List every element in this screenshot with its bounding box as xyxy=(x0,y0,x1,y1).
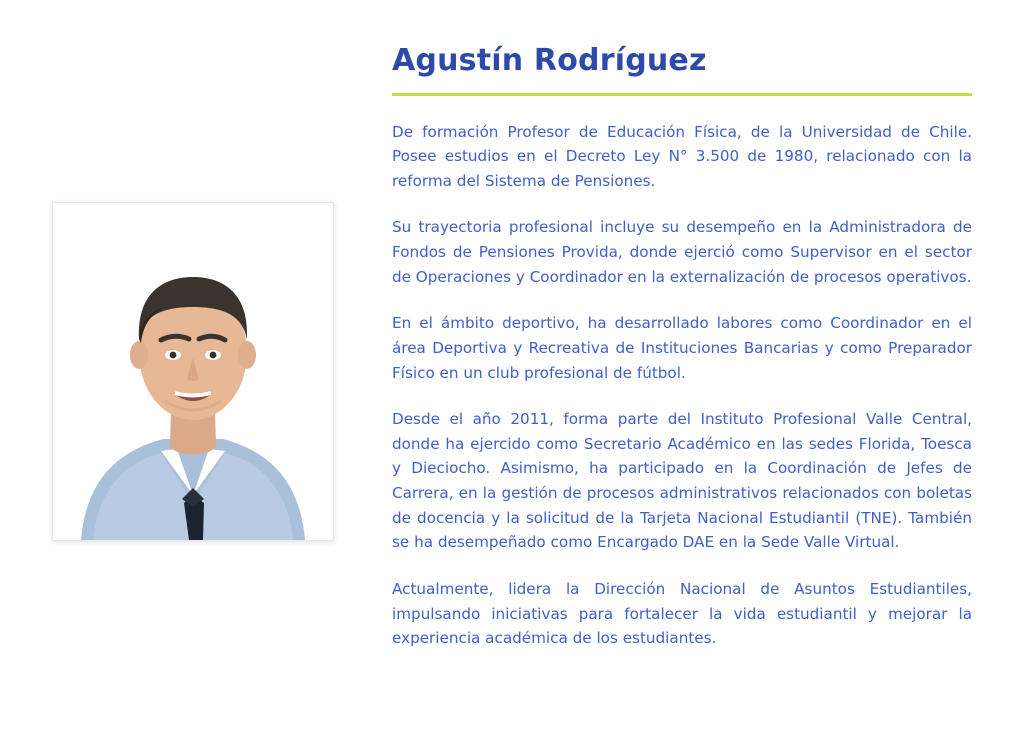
bio-paragraph-3: En el ámbito deportivo, ha desarrollado labores como Coordinador en el área Deportiva y Recreativa de Instituciones Bancarias y como Preparador Físico en un club profesional de fútbol. xyxy=(392,314,972,382)
biography-text xyxy=(392,120,972,651)
bio-paragraph-2: Su trayectoria profesional incluye su desempeño en la Administradora de Fondos de Pensiones Provida, donde ejerció como Supervisor en el sector de Operaciones y Coordinador en la externalización de procesos operativos. xyxy=(392,218,972,286)
profile-content xyxy=(392,44,972,651)
page-title: Agustín Rodríguez xyxy=(392,43,707,78)
bio-paragraph-1: De formación Profesor de Educación Física, de la Universidad de Chile. Posee estudios en el Decreto Ley N° 3.500 de 1980, relacionado con la reforma del Sistema de Pensiones. xyxy=(392,122,972,190)
title-underline-rule xyxy=(392,93,972,96)
bio-paragraph-5: Actualmente, lidera la Dirección Nacional de Asuntos Estudiantiles, impulsando iniciativas para fortalecer la vida estudiantil y mejorar la experiencia académica de los estudiantes. xyxy=(392,579,972,648)
bio-paragraph-4: Desde el año 2011, forma parte del Instituto Profesional Valle Central, donde ha ejercido como Secretario Académico en las sedes Florida, Toesca y Dieciocho. Asimismo, ha participado en la Coordinación de Jefes de Carrera, en la gestión de procesos administrativos relacionados con boletas de docencia y la solicitud de la Tarjeta Nacional Estudiantil (TNE). También se ha desempeñado como Encargado DAE en la Sede Valle Virtual. xyxy=(392,410,972,552)
profile-photo xyxy=(53,203,333,540)
profile-photo-frame xyxy=(52,202,334,541)
portrait-illustration xyxy=(53,203,333,540)
